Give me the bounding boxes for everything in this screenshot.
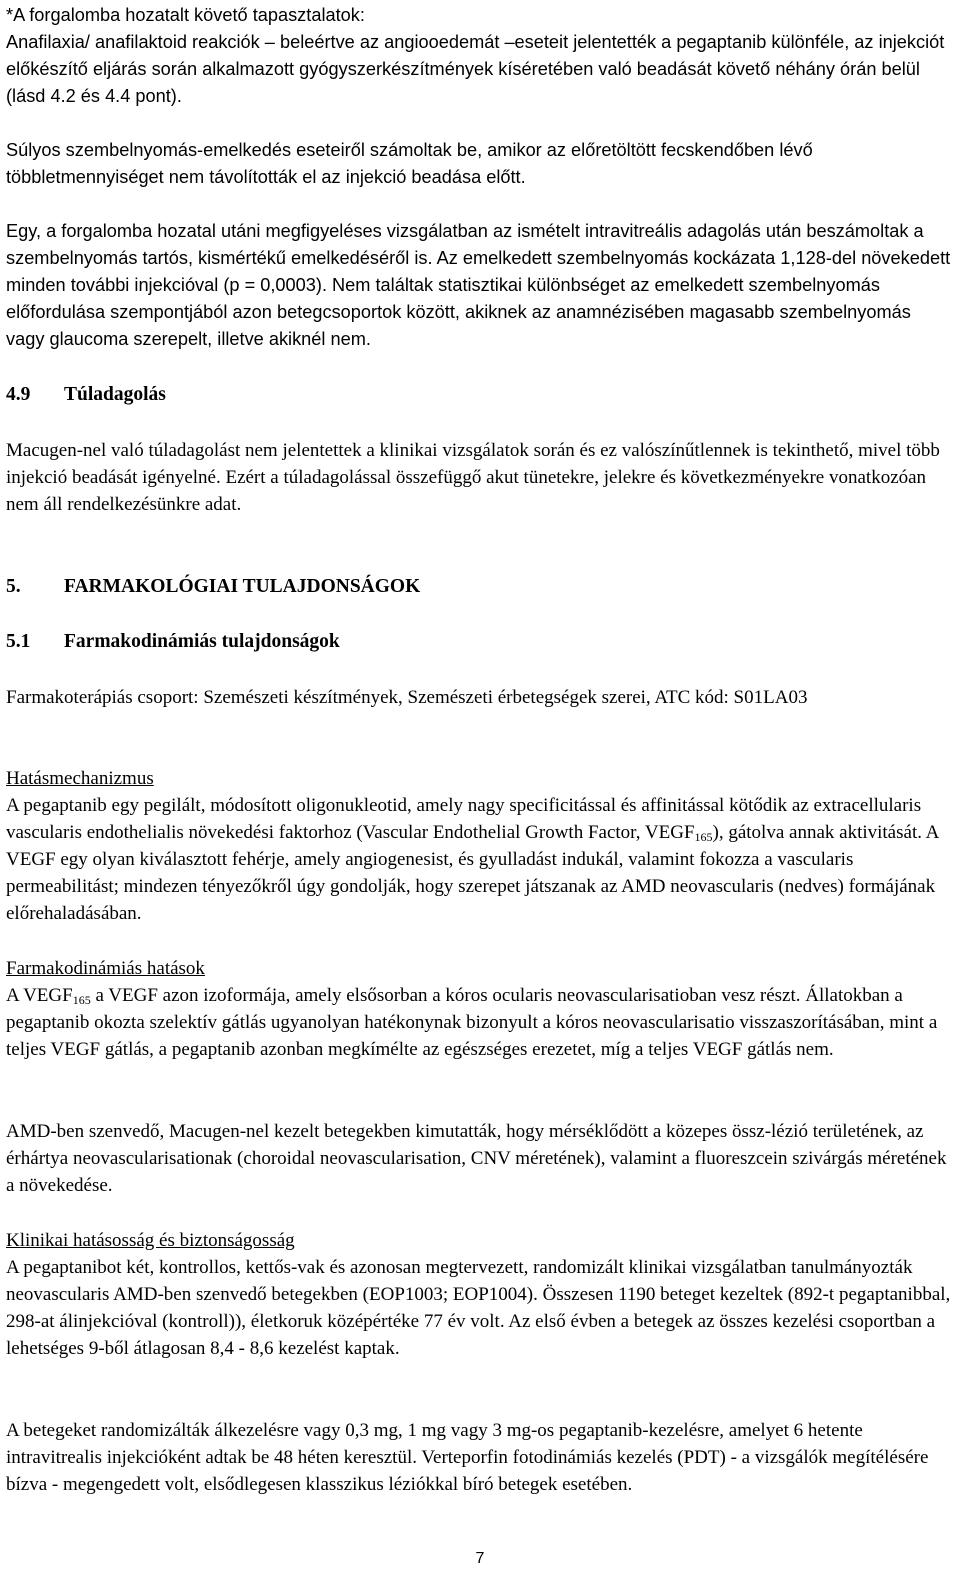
page-number: 7 bbox=[475, 1550, 485, 1567]
pharmacotherapeutic-group: Farmakoterápiás csoport: Szemészeti készítmények, Szemészeti érbetegségek szerei, ATC kód: S01LA03 bbox=[6, 687, 808, 708]
mechanism-paragraph bbox=[6, 792, 954, 927]
mechanism-text-b: ), gátolva annak aktivitását. A VEGF egy olyan kiválasztott fehérje, amely angiogenesist, és gyulladást indukál, valamint fokozza a vascularis permeabilitást; mindezen tényezőkről úgy gondolják, hogy szerepet játszanak az AMD neovascularis (nedves) formájának előrehaladásában. bbox=[6, 822, 939, 924]
overdose-paragraph: Macugen-nel való túladagolást nem jelentettek a klinikai vizsgálatok során és ez valószínűtlennek is tekinthető, mivel több injekció beadását igényelné. Ezért a túladagolással összefüggő akut tünetekre, jelekre és következményekre vonatkozóan nem áll rendelkezésünkre adat. bbox=[6, 440, 940, 515]
experience-paragraph-2: Súlyos szembelnyomás-emelkedés eseteiről számoltak be, amikor az előretöltött fecskendőben lévő többletmennyiséget nem távolították el az injekció beadása előtt. bbox=[6, 140, 813, 187]
effects-text-b: a VEGF azon izoformája, amely elsősorban a kóros ocularis neovascularisatioban vesz részt. Állatokban a pegaptanib okozta szelektív gátlás ugyanolyan hatékonynak bizonyult a kóros neovascularisatio visszaszorításában, mint a teljes VEGF gátlás, a pegaptanib azonban megkímélte az egészséges erezetet, míg a teljes VEGF gátlás nem. bbox=[6, 985, 938, 1060]
experience-title: *A forgalomba hozatalt követő tapasztalatok: bbox=[6, 5, 365, 25]
experience-paragraph-3: Egy, a forgalomba hozatal utáni megfigyeléses vizsgálatban az ismételt intravitreális adagolás után beszámoltak a szembelnyomás tartós, kismértékű emelkedéséről is. Az emelkedett szembelnyomás kockázata 1,128-del növekedett minden további injekcióval (p = 0,0003). Nem találtak statisztikai különbséget az emelkedett szembelnyomás előfordulása szempontjából azon betegcsoportok között, akiknek az anamnézisében magasabb szembelnyomás vagy glaucoma szerepelt, illetve akiknél nem. bbox=[6, 221, 951, 349]
mechanism-heading: Hatásmechanizmus bbox=[6, 768, 154, 789]
experience-paragraph-1: Anafilaxia/ anafilaktoid reakciók – beleértve az angiooedemát –eseteit jelentették a pegaptanib különféle, az injekciót előkészítő eljárás során alkalmazott gyógyszerkészítmények kíséretében való beadását követő néhány órán belül (lásd 4.2 és 4.4 pont). bbox=[6, 32, 945, 106]
mechanism-text-a: A pegaptanib egy pegilált, módosított oligonukleotid, amely nagy specificitással és affinitással kötődik az extracellularis vascularis endothelialis növekedési faktorhoz (Vascular Endothelial Growth Factor, VEGF bbox=[6, 795, 922, 843]
section-number: 5.1 bbox=[6, 631, 31, 652]
effects-heading: Farmakodinámiás hatások bbox=[6, 958, 205, 979]
section-title: FARMAKOLÓGIAI TULAJDONSÁGOK bbox=[64, 576, 421, 597]
vegf-subscript: 165 bbox=[72, 993, 91, 1007]
clinical-paragraph-2: A betegeket randomizálták álkezelésre vagy 0,3 mg, 1 mg vagy 3 mg-os pegaptanib-kezelésre, amelyet 6 hetente intravitrealis injekcióként adtak be 48 héten keresztül. Verteporfin fotodinámiás kezelés (PDT) - a vizsgálók megítélésére bízva - megengedett volt, elsődlegesen klasszikus léziókkal bíró betegek esetében. bbox=[6, 1420, 929, 1495]
section-4-9-heading bbox=[6, 381, 166, 408]
section-number: 4.9 bbox=[6, 384, 31, 405]
section-5-heading bbox=[6, 573, 420, 600]
section-5-1-heading bbox=[6, 628, 340, 655]
clinical-paragraph-1: A pegaptanibot két, kontrollos, kettős-vak és azonosan megtervezett, randomizált klinikai vizsgálatban tanulmányozták neovascularis AMD-ben szenvedő betegekben (EOP1003; EOP1004). Összesen 1190 beteget kezeltek (892-t pegaptanibbal, 298-at álinjekcióval (kontroll)), életkoruk középértéke 77 év volt. Az első évben a betegek az összes kezelési csoportban a lehetséges 9-ből átlagosan 8,4 - 8,6 kezelést kaptak. bbox=[6, 1257, 951, 1359]
section-number: 5. bbox=[6, 576, 21, 597]
vegf-subscript: 165 bbox=[694, 830, 713, 844]
effects-paragraph-1 bbox=[6, 982, 954, 1063]
clinical-heading: Klinikai hatásosság és biztonságosság bbox=[6, 1230, 295, 1251]
section-title: Farmakodinámiás tulajdonságok bbox=[64, 631, 340, 652]
section-title: Túladagolás bbox=[64, 384, 166, 405]
effects-paragraph-2: AMD-ben szenvedő, Macugen-nel kezelt betegekben kimutatták, hogy mérséklődött a közepes össz-lézió területének, az érhártya neovascularisationak (choroidal neovascularisation, CNV méretének), valamint a fluoreszcein szivárgás méretének a növekedése. bbox=[6, 1121, 947, 1196]
effects-text-a: A VEGF bbox=[6, 985, 73, 1006]
